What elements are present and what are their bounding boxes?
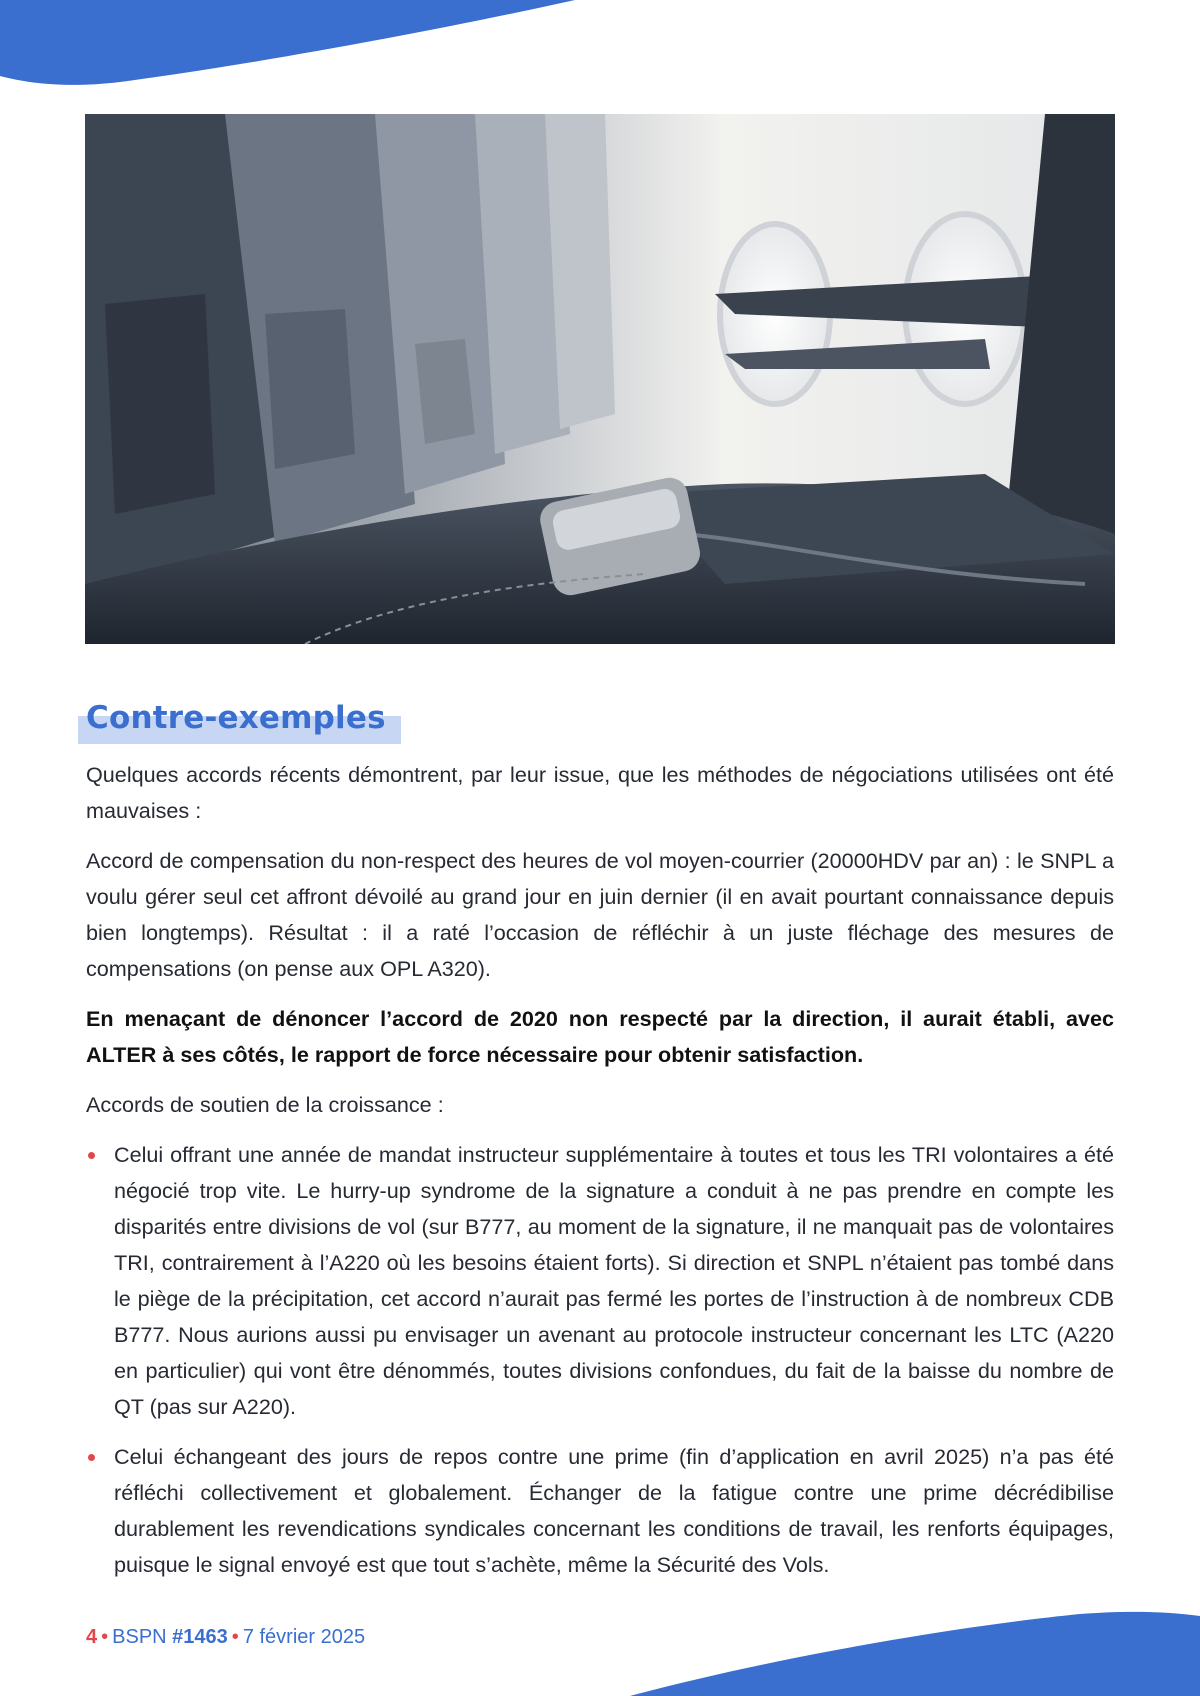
bullet-dot-icon [88,1454,95,1461]
section-heading-block [78,700,386,736]
bottom-wave-decoration [0,1586,1200,1696]
bold-statement: En menaçant de dénoncer l’accord de 2020 non respecté par la direction, il aurait établi, avec ALTER à ses côtés, le rapport de force nécessaire pour obtenir satisfaction. [86,1006,1114,1067]
article-body [86,757,1114,1597]
publication-date: 7 février 2025 [242,1626,366,1648]
list-item-text: Celui échangeant des jours de repos contre une prime (fin d’application en avril 2025) n’a pas été réfléchi collectivement et globalement. Échanger de la fatigue contre une prime décrédibilise durablement les revendications syndicales concernant les conditions de travail, les renforts équipages, puisque le signal envoyé est que tout s’achète, même la Sécurité des Vols. [114,1444,1114,1577]
page-number: 4 [86,1626,98,1648]
list-item [86,1137,1114,1425]
footer-separator: • [101,1626,109,1648]
intro-paragraph: Quelques accords récents démontrent, par leur issue, que les méthodes de négociations utilisées ont été mauvaises : [86,762,1114,823]
footer-separator: • [231,1626,239,1648]
bullet-list [86,1137,1114,1583]
list-item [86,1439,1114,1583]
bullet-dot-icon [88,1152,95,1159]
top-wave-decoration [0,0,1200,100]
publication-name: BSPN [112,1626,167,1648]
compensation-paragraph: Accord de compensation du non-respect des heures de vol moyen-courrier (20000HDV par an) : le SNPL a voulu gérer seul cet affront dévoilé au grand jour en juin dernier (il en avait pourtant connaissance depuis bien longtemps). Résultat : il a raté l’occasion de réfléchir à un juste fléchage des mesures de compensations (on pense aux OPL A320). [86,848,1114,981]
aircraft-cabin-photo [85,114,1115,644]
growth-intro-paragraph: Accords de soutien de la croissance : [86,1092,444,1117]
section-title: Contre-exemples [86,700,386,736]
list-item-text: Celui offrant une année de mandat instructeur supplémentaire à toutes et tous les TRI volontaires a été négocié trop vite. Le hurry-up syndrome de la signature a conduit à ne pas prendre en compte les disparités entre divisions de vol (sur B777, au moment de la signature, il ne manquait pas de volontaires TRI, contrairement à l’A220 où les besoins étaient forts). Si direction et SNPL n’étaient pas tombé dans le piège de la précipitation, cet accord n’aurait pas fermé les portes de l’instruction à de nombreux CDB B777. Nous aurions aussi pu envisager un avenant au protocole instructeur concernant les LTC (A220 en particulier) qui vont être dénommés, toutes divisions confondues, du fait de la baisse du nombre de QT (pas sur A220). [114,1142,1114,1419]
issue-number: #1463 [172,1626,228,1648]
